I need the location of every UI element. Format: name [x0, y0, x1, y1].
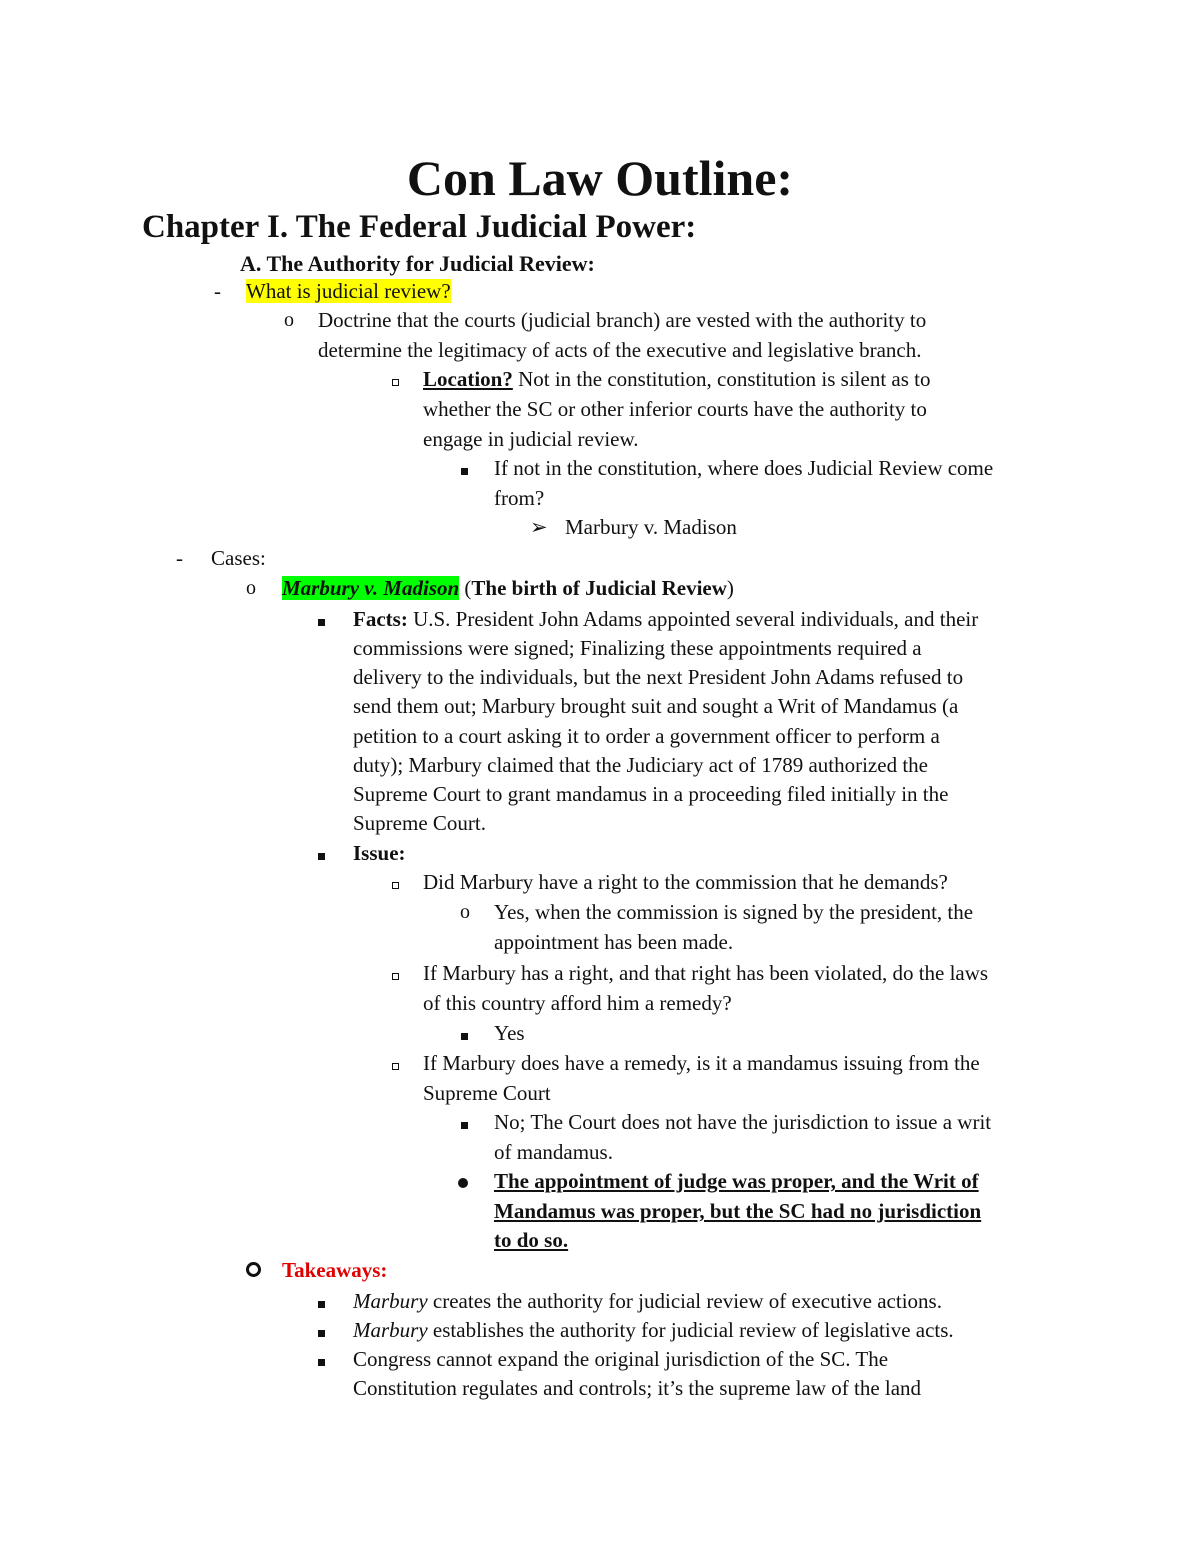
square-bullet — [318, 1286, 325, 1316]
section-heading: A. The Authority for Judicial Review: — [240, 251, 595, 276]
square-bullet — [318, 838, 325, 868]
location-line-1 — [423, 364, 931, 394]
source-line-2: from? — [494, 486, 545, 510]
answer-3-line-1: No; The Court does not have the jurisdiction to issue a writ — [494, 1110, 992, 1134]
definition-line-2: determine the legitimacy of acts of the executive and legislative branch. — [318, 338, 922, 362]
issue-question-3-line-1: If Marbury does have a remedy, is it a mandamus issuing from the — [423, 1051, 980, 1075]
hollow-square-bullet — [392, 958, 399, 988]
square-bullet — [318, 1315, 325, 1345]
facts-line: petition to a court asking it to order a government officer to perform a — [353, 724, 940, 748]
issue-question-3-line-2: Supreme Court — [423, 1081, 551, 1105]
circle-bullet: o — [246, 577, 256, 599]
location-line-3: engage in judicial review. — [423, 427, 639, 451]
definition-line-1: Doctrine that the courts (judicial branch) are vested with the authority to — [318, 308, 927, 332]
square-bullet — [461, 453, 468, 483]
takeaway-3-line-1: Congress cannot expand the original jurisdiction of the SC. The — [353, 1347, 889, 1371]
arrow-bullet: ➢ — [530, 515, 548, 539]
holding-line-1: The appointment of judge was proper, and the Writ of — [494, 1169, 979, 1193]
answer-2: Yes — [494, 1021, 525, 1045]
facts-label: Facts: — [353, 607, 408, 631]
case-subtitle: The birth of Judicial Review — [471, 576, 727, 600]
answer-3-line-2: of mandamus. — [494, 1140, 613, 1164]
question-what-is-judicial-review — [246, 276, 451, 306]
facts-line: commissions were signed; Finalizing these appointments required a — [353, 636, 922, 660]
highlight-question: What is judicial review? — [246, 279, 451, 303]
facts-line: send them out; Marbury brought suit and sought a Writ of Mandamus (a — [353, 694, 959, 718]
location-text: Not in the constitution, constitution is silent as to — [512, 367, 931, 391]
square-bullet — [318, 1344, 325, 1374]
facts-line: duty); Marbury claimed that the Judiciary act of 1789 authorized the — [353, 753, 928, 777]
facts-line: Supreme Court. — [353, 811, 486, 835]
holding-line-3: to do so. — [494, 1228, 569, 1252]
marbury-reference: Marbury v. Madison — [565, 515, 737, 539]
circle-bullet: o — [460, 901, 470, 923]
dash-bullet: - — [214, 279, 221, 303]
answer-1-line-2: appointment has been made. — [494, 930, 734, 954]
case-heading: Marbury v. Madison (The birth of Judicial Review) — [282, 576, 734, 600]
square-bullet — [318, 604, 325, 634]
square-bullet — [461, 1018, 468, 1048]
facts-line-1: Facts: U.S. President John Adams appointed several individuals, and their — [353, 607, 979, 631]
issue-label: Issue: — [353, 841, 406, 865]
hollow-square-bullet — [392, 1048, 399, 1078]
facts-line: delivery to the individuals, but the next President John Adams refused to — [353, 665, 964, 689]
issue-question-1: Did Marbury have a right to the commission that he demands? — [423, 870, 948, 894]
takeaway-2: Marbury establishes the authority for judicial review of legislative acts. — [353, 1318, 954, 1342]
document-title: Con Law Outline: — [406, 150, 794, 206]
case-name-highlight: Marbury v. Madison — [282, 576, 460, 600]
location-line-2: whether the SC or other inferior courts have the authority to — [423, 397, 927, 421]
dash-bullet: - — [176, 546, 183, 570]
takeaway-1: Marbury creates the authority for judicial review of executive actions. — [353, 1289, 942, 1313]
circle-bullet: o — [284, 309, 294, 331]
answer-1-line-1: Yes, when the commission is signed by the president, the — [494, 900, 974, 924]
facts-line: Supreme Court to grant mandamus in a proceeding filed initially in the — [353, 782, 949, 806]
takeaways-heading: Takeaways: — [282, 1258, 388, 1282]
chapter-heading: Chapter I. The Federal Judicial Power: — [142, 209, 697, 245]
holding-line-2: Mandamus was proper, but the SC had no jurisdiction — [494, 1199, 982, 1223]
cases-label: Cases: — [211, 546, 266, 570]
issue-question-2-line-1: If Marbury has a right, and that right has been violated, do the laws — [423, 961, 989, 985]
location-label: Location? — [423, 367, 513, 391]
hollow-square-bullet — [392, 364, 399, 394]
issue-question-2-line-2: of this country afford him a remedy? — [423, 991, 732, 1015]
hollow-square-bullet — [392, 867, 399, 897]
source-line-1: If not in the constitution, where does Judicial Review come — [494, 456, 994, 480]
takeaway-3-line-2: Constitution regulates and controls; it’s the supreme law of the land — [353, 1376, 922, 1400]
dot-bullet — [458, 1166, 468, 1196]
square-bullet — [461, 1107, 468, 1137]
bold-circle-bullet — [246, 1255, 261, 1285]
